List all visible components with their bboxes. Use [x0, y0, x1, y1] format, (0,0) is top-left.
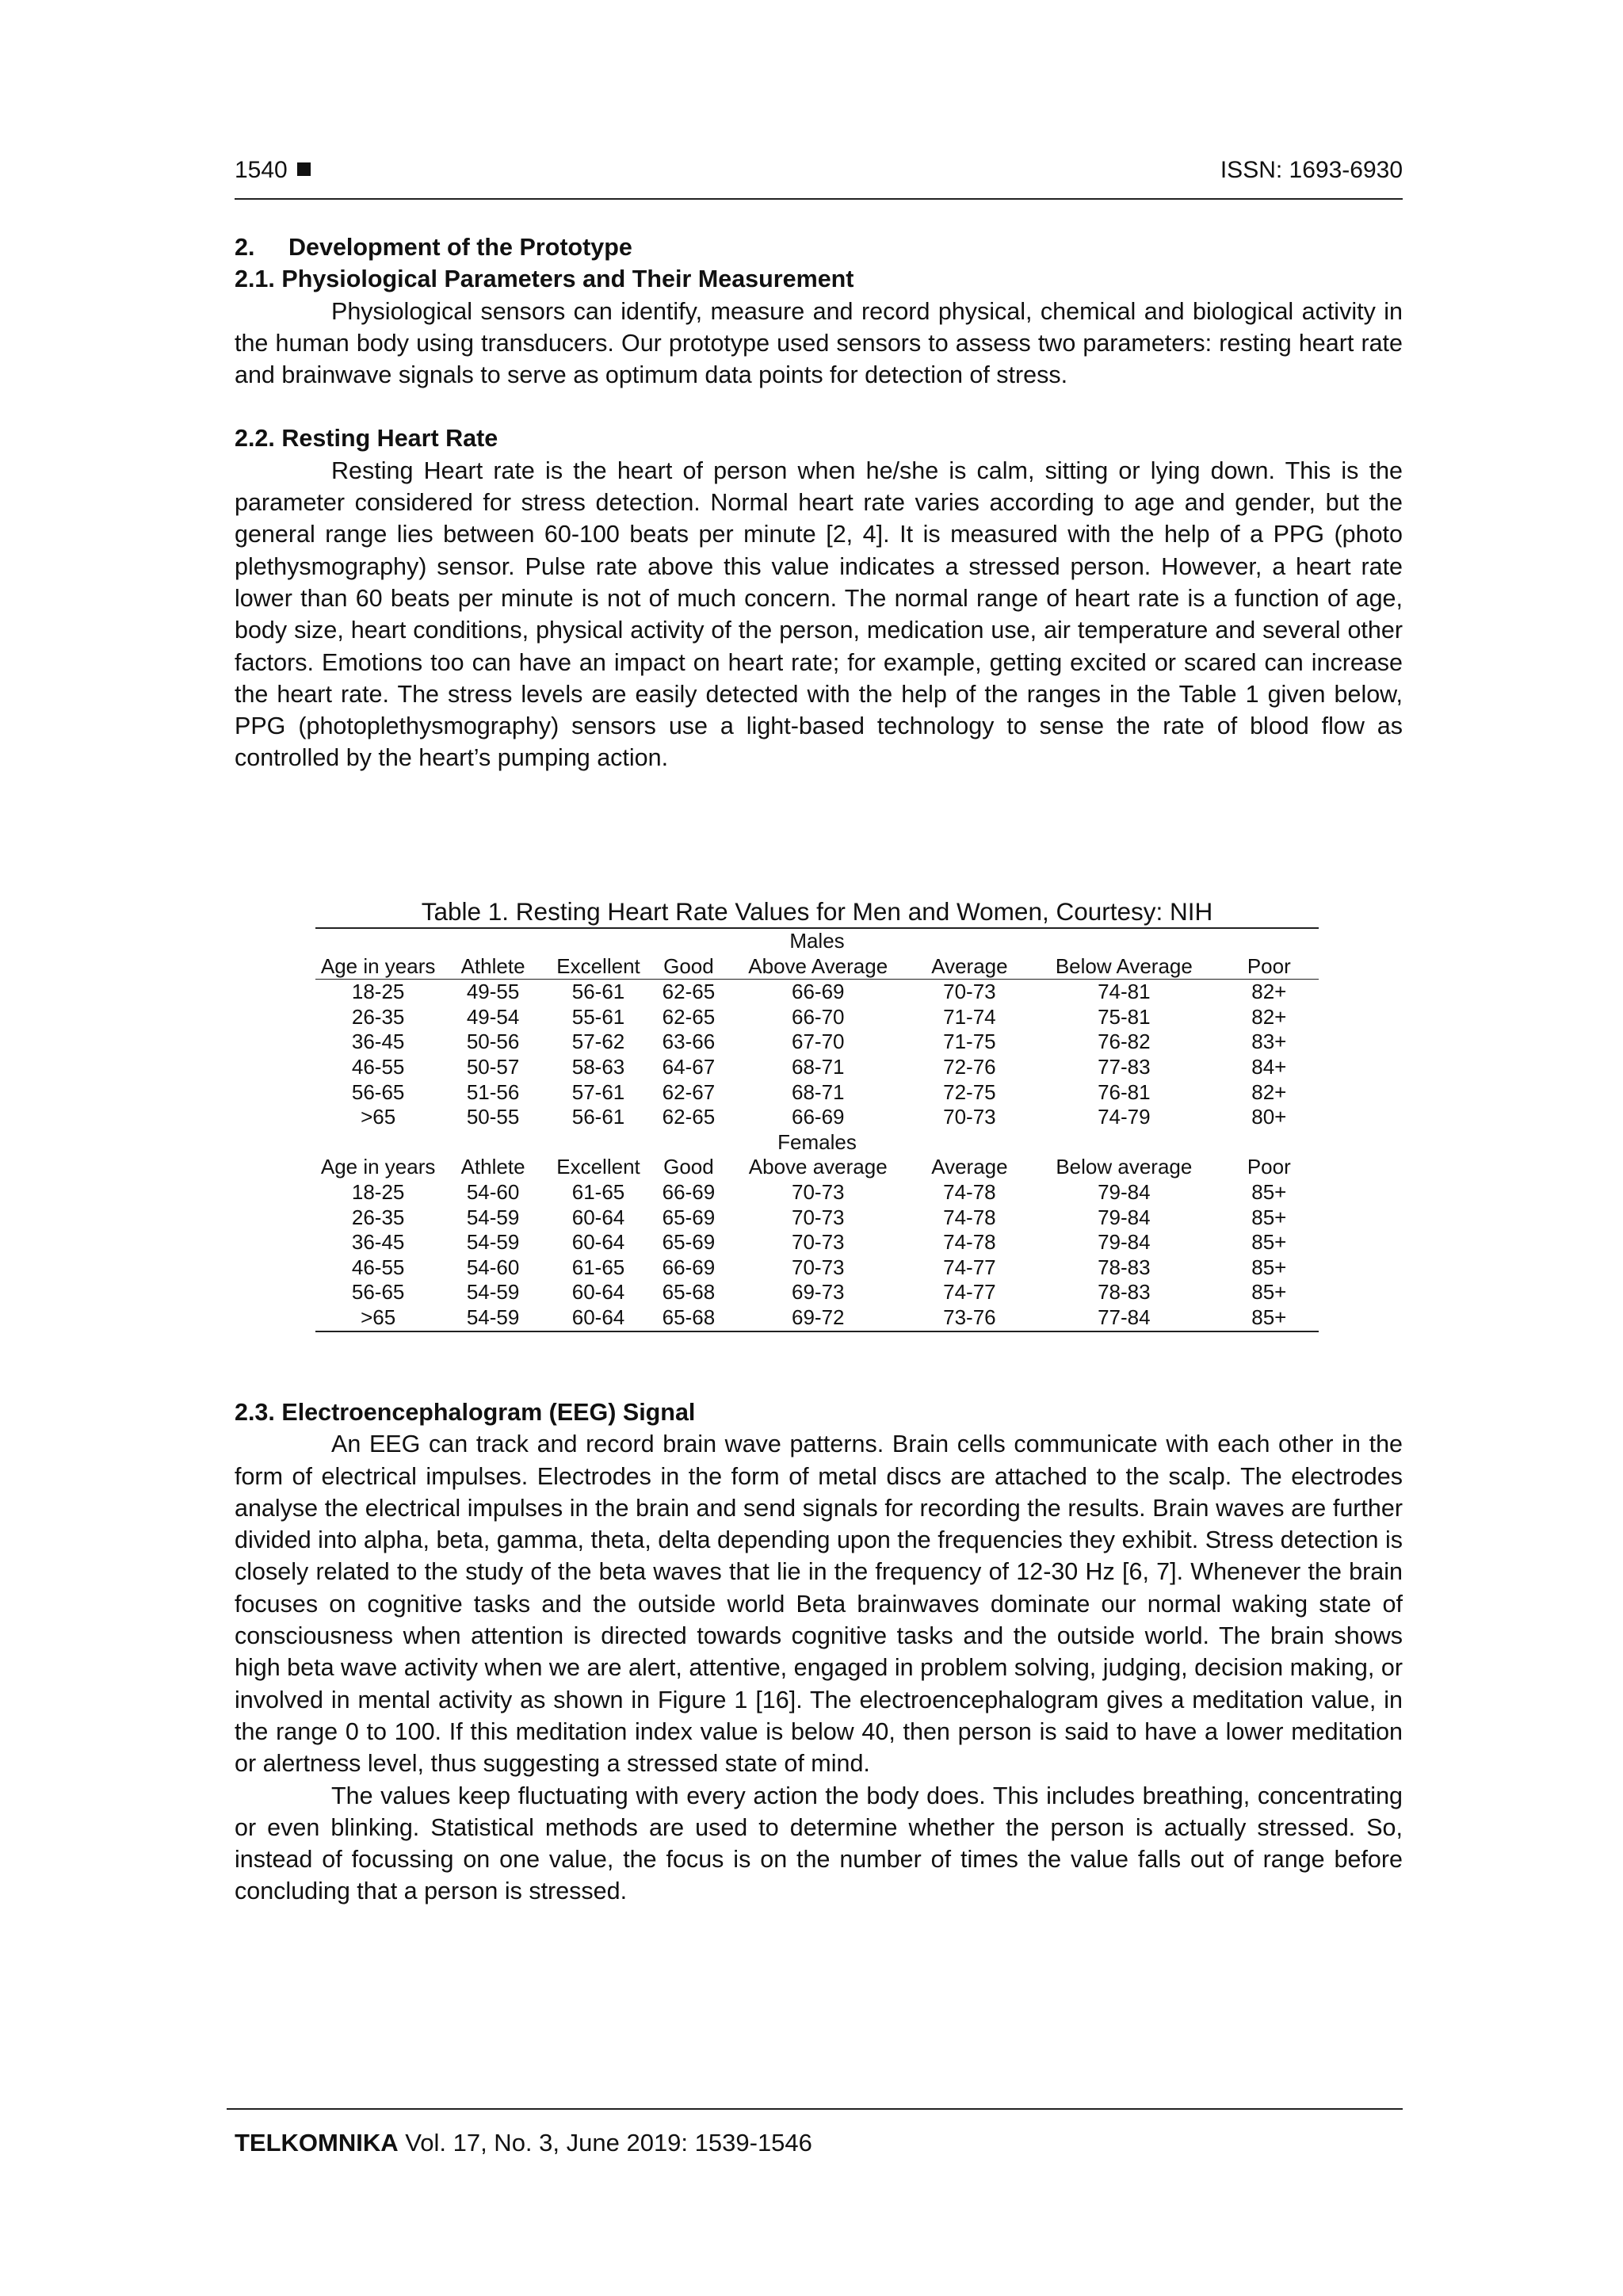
footer-citation [235, 2129, 812, 2157]
table-cell: 60-64 [571, 1280, 625, 1305]
table-cell: 62-67 [662, 1079, 716, 1104]
table-cell: 84+ [1251, 1054, 1287, 1079]
table-cell: 66-70 [791, 1004, 845, 1029]
table-cell: 79-84 [1098, 1230, 1151, 1255]
table-cell: 60-64 [571, 1205, 625, 1229]
table-cell: 57-61 [571, 1079, 625, 1104]
females-group-row [315, 1130, 1319, 1156]
table-row [315, 1180, 1319, 1205]
section-heading-2-1: 2.1. Physiological Parameters and Their Measurement [235, 266, 854, 293]
table-cell: 71-75 [943, 1030, 996, 1054]
journal-name: TELKOMNIKA [235, 2129, 399, 2157]
table-row [315, 1105, 1319, 1130]
square-bullet-icon [297, 162, 311, 176]
column-header: Below average [1056, 1155, 1193, 1179]
table-cell: 76-81 [1098, 1079, 1151, 1104]
section-heading-2-3: 2.3. Electroencephalogram (EEG) Signal [235, 1399, 696, 1426]
females-header-row [315, 1155, 1319, 1180]
paragraph-2-2: Resting Heart rate is the heart of person when he/she is calm, sitting or lying down. This is the parameter considered for stress detection. Normal heart rate varies according to age and gender, but the general range lies between 60-100 beats per minute [2, 4]. It is measured with the help of a PPG (photo plethysmography) sensor. Pulse rate above this value indicates a stressed person. However, a heart rate lower than 60 beats per minute is not of much concern. The normal range of heart rate is a function of age, body size, heart conditions, physical activity of the person, medication use, air temperature and several other factors. Emotions too can have an impact on heart rate; for example, getting excited or scared can increase the heart rate. The stress levels are easily detected with the help of the ranges in the Table 1 given below, PPG (photoplethysmography) sensors use a light-based technology to sense the rate of blood flow as controlled by the heart’s pumping action. [235, 457, 1403, 772]
table-cell: 18-25 [351, 980, 405, 1004]
table-cell: 55-61 [571, 1004, 625, 1029]
table-cell: 69-72 [791, 1305, 845, 1329]
table-cell: 54-59 [466, 1305, 520, 1329]
table-cell: 74-79 [1098, 1105, 1151, 1129]
table-cell: 56-61 [571, 980, 625, 1004]
table-cell: 77-84 [1098, 1305, 1151, 1329]
table-cell: 65-68 [662, 1305, 716, 1329]
column-header: Good [651, 954, 726, 980]
table-cell: 54-60 [466, 1255, 520, 1279]
table-row [315, 1255, 1319, 1281]
table-cell: 71-74 [943, 1004, 996, 1029]
table-cell: 61-65 [571, 1255, 625, 1279]
males-group-row [315, 928, 1319, 954]
table-cell: 58-63 [571, 1054, 625, 1079]
table-cell: 74-77 [943, 1280, 996, 1305]
table-cell: 69-73 [791, 1280, 845, 1305]
table-cell: 70-73 [943, 980, 996, 1004]
table-cell: 56-65 [351, 1079, 405, 1104]
table-cell: 65-68 [662, 1280, 716, 1305]
table-caption: Table 1. Resting Heart Rate Values for Men and Women, Courtesy: NIH [421, 897, 1213, 926]
table-cell: 70-73 [791, 1255, 845, 1279]
table-cell: 66-69 [791, 980, 845, 1004]
table-cell: 74-78 [943, 1230, 996, 1255]
table-cell: 62-65 [662, 1004, 716, 1029]
table-cell: 83+ [1251, 1030, 1287, 1054]
table-row [315, 1080, 1319, 1106]
table-row [315, 1305, 1319, 1331]
page-footer [227, 2108, 1403, 2157]
table-cell: 54-59 [466, 1205, 520, 1229]
table-cell: 75-81 [1098, 1004, 1151, 1029]
table-row [315, 1030, 1319, 1055]
table-cell: 82+ [1251, 980, 1287, 1004]
column-header: Age in years [315, 954, 441, 980]
table-cell: 60-64 [571, 1230, 625, 1255]
table-cell: 68-71 [791, 1079, 845, 1104]
table-cell: 66-69 [791, 1105, 845, 1129]
table-cell: 66-69 [662, 1255, 716, 1279]
table-row [315, 1280, 1319, 1305]
table-cell: 64-67 [662, 1054, 716, 1079]
column-header: Good [663, 1155, 714, 1179]
table-row [315, 1230, 1319, 1255]
table-cell: 82+ [1251, 1079, 1287, 1104]
table-cell: 50-57 [466, 1054, 520, 1079]
table-cell: 62-65 [662, 980, 716, 1004]
table-cell: 85+ [1251, 1230, 1287, 1255]
column-header: Average [911, 954, 1029, 980]
females-group-label: Females [777, 1129, 857, 1154]
table-cell: 50-55 [466, 1105, 520, 1129]
table-cell: 74-77 [943, 1255, 996, 1279]
table-cell: 70-73 [791, 1230, 845, 1255]
table-cell: >65 [361, 1105, 396, 1129]
column-header: Athlete [441, 954, 545, 980]
table-row [315, 1205, 1319, 1231]
column-header: Excellent [545, 954, 651, 980]
table-cell: >65 [361, 1305, 396, 1329]
table-cell: 54-60 [466, 1179, 520, 1204]
column-header: Age in years [320, 1155, 436, 1179]
table-cell: 70-73 [791, 1179, 845, 1204]
males-group-label: Males [789, 929, 845, 953]
table-cell: 72-76 [943, 1054, 996, 1079]
table-cell: 49-55 [466, 980, 520, 1004]
paragraph-2-3-b: The values keep fluctuating with every action the body does. This includes breathing, concentrating or even blinking. Statistical methods are used to determine whether the person is actually stressed. So, instead of focussing on one value, the focus is on the number of times the value falls out of range before concluding that a person is stressed. [235, 1782, 1403, 1905]
table-cell: 85+ [1251, 1255, 1287, 1279]
column-header: Athlete [460, 1155, 525, 1179]
body-text [235, 231, 1403, 774]
table-cell: 85+ [1251, 1305, 1287, 1329]
table-cell: 76-82 [1098, 1030, 1151, 1054]
body-text-eeg [235, 1396, 1403, 1908]
table-cell: 82+ [1251, 1004, 1287, 1029]
table-cell: 46-55 [351, 1255, 405, 1279]
paragraph-2-1: Physiological sensors can identify, measure and record physical, chemical and biological activity in the human body using transducers. Our prototype used sensors to assess two parameters: resting heart rate and brainwave signals to serve as optimum data points for detection of stress. [235, 297, 1403, 389]
section-heading-2: 2. Development of the Prototype [235, 234, 632, 261]
table-row [315, 1005, 1319, 1030]
table-cell: 46-55 [351, 1054, 405, 1079]
table-cell: 70-73 [791, 1205, 845, 1229]
heart-rate-table [315, 927, 1319, 1332]
table-cell: 78-83 [1098, 1255, 1151, 1279]
page-header [235, 157, 1403, 200]
table-cell: 78-83 [1098, 1280, 1151, 1305]
table-cell: 72-75 [943, 1079, 996, 1104]
table-cell: 65-69 [662, 1230, 716, 1255]
table-cell: 80+ [1251, 1105, 1287, 1129]
section-heading-2-2: 2.2. Resting Heart Rate [235, 425, 498, 453]
table-cell: 56-65 [351, 1280, 405, 1305]
table-cell: 67-70 [791, 1030, 845, 1054]
table-cell: 74-78 [943, 1179, 996, 1204]
table-cell: 18-25 [351, 1179, 405, 1204]
table-cell: 60-64 [571, 1305, 625, 1329]
column-header: Average [931, 1155, 1008, 1179]
table-row [315, 1055, 1319, 1080]
table-cell: 79-84 [1098, 1179, 1151, 1204]
column-header: Excellent [556, 1155, 640, 1179]
column-header: Above average [748, 1155, 888, 1179]
table-cell: 68-71 [791, 1054, 845, 1079]
table-row [315, 980, 1319, 1005]
table-cell: 49-54 [466, 1004, 520, 1029]
issn: ISSN: 1693-6930 [1220, 157, 1403, 183]
table-cell: 79-84 [1098, 1205, 1151, 1229]
table-cell: 63-66 [662, 1030, 716, 1054]
table-cell: 62-65 [662, 1105, 716, 1129]
column-header: Poor [1220, 954, 1319, 980]
table-cell: 50-56 [466, 1030, 520, 1054]
table-cell: 65-69 [662, 1205, 716, 1229]
table-cell: 61-65 [571, 1179, 625, 1204]
table-1 [315, 896, 1319, 1332]
table-cell: 77-83 [1098, 1054, 1151, 1079]
table-cell: 85+ [1251, 1205, 1287, 1229]
table-cell: 73-76 [943, 1305, 996, 1329]
table-cell: 74-78 [943, 1205, 996, 1229]
table-cell: 36-45 [351, 1230, 405, 1255]
column-header: Above Average [726, 954, 911, 980]
table-cell: 36-45 [351, 1030, 405, 1054]
table-cell: 74-81 [1098, 980, 1151, 1004]
table-cell: 57-62 [571, 1030, 625, 1054]
table-cell: 85+ [1251, 1179, 1287, 1204]
table-cell: 51-56 [466, 1079, 520, 1104]
males-header-row [315, 954, 1319, 980]
table-cell: 66-69 [662, 1179, 716, 1204]
table-cell: 70-73 [943, 1105, 996, 1129]
table-cell: 26-35 [351, 1205, 405, 1229]
table-cell: 54-59 [466, 1280, 520, 1305]
paragraph-2-3-a: An EEG can track and record brain wave patterns. Brain cells communicate with each other in the form of electrical impulses. Electrodes in the form of metal discs are attached to the scalp. The electrodes analyse the electrical impulses in the brain and send signals for recording the results. Brain waves are further divided into alpha, beta, gamma, theta, delta depending upon the frequencies they exhibit. Stress detection is closely related to the study of the beta waves that lie in the frequency of 12-30 Hz [6, 7]. Whenever the brain focuses on cognitive tasks and the outside world Beta brainwaves dominate our normal waking state of consciousness when attention is directed towards cognitive tasks and the outside world. The brain shows high beta wave activity when we are alert, attentive, engaged in problem solving, judging, decision making, or involved in mental activity as shown in Figure 1 [16]. The electroencephalogram gives a meditation value, in the range 0 to 100. If this meditation index value is below 40, then person is said to have a lower meditation or alertness level, thus suggesting a stressed state of mind. [235, 1431, 1403, 1778]
table-cell: 85+ [1251, 1280, 1287, 1305]
table-cell: 54-59 [466, 1230, 520, 1255]
column-header: Poor [1247, 1155, 1291, 1179]
column-header: Below Average [1029, 954, 1220, 980]
table-cell: 26-35 [351, 1004, 405, 1029]
page-number: 1540 [235, 157, 311, 184]
journal-details: Vol. 17, No. 3, June 2019: 1539-1546 [405, 2129, 812, 2157]
table-cell: 56-61 [571, 1105, 625, 1129]
